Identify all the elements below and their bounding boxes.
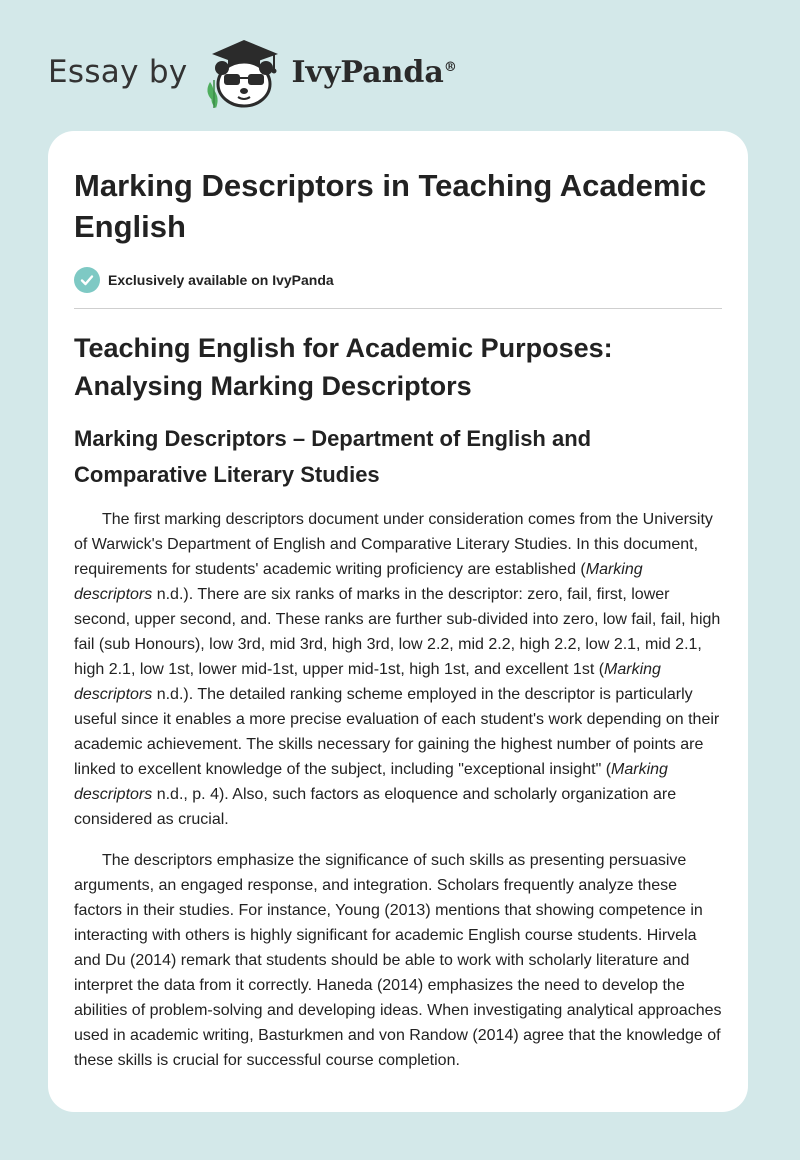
subsection-heading: Marking Descriptors – Department of English and Comparative Literary Studies (74, 426, 592, 487)
registered-mark: ® (443, 59, 457, 75)
paragraph-2: The descriptors emphasize the significance of such skills as presenting persuasive arguments, an engaged response, and integration. Scholars frequently analyze these factors in their studies. For instance, Young (2013) mentions that showing competence in interacting with others is highly significant for academic English course students. Hirvela and Du (2014) remark that students should be able to work with scholarly literature and interpret the data from it correctly. Haneda (2014) emphasizes the need to develop the abilities of problem-solving and developing ideas. When investigating analytical approaches used in academic writing, Basturkmen and von Randow (2014) agree that the knowledge of these skills is crucial for successful course completion. (74, 852, 722, 1069)
article-card (48, 131, 748, 1112)
check-icon (74, 267, 100, 293)
divider (74, 308, 722, 309)
site-header (48, 34, 457, 110)
paragraph-1: The first marking descriptors document under consideration comes from the University of Warwick's Department of English and Comparative Literary Studies. In this document, requirements for students' academic writing proficiency are established (Marking descriptors n.d.). There are six ranks of marks in the descriptor: zero, fail, first, lower second, upper second, and. These ranks are further sub-divided into zero, low fail, fail, high fail (sub Honours), low 3rd, mid 3rd, high 3rd, low 2.2, mid 2.2, high 2.2, low 2.1, mid 2.1, high 2.1, low 1st, lower mid-1st, upper mid-1st, high 1st, and excellent 1st (Marking descriptors n.d.). The detailed ranking scheme employed in the descriptor is particularly useful since it enables a more precise evaluation of each student's work depending on their academic achievement. The skills necessary for gaining the highest number of points are linked to excellent knowledge of the subject, including "exceptional insight" (Marking descriptors n.d., p. 4). Also, such factors as eloquence and scholarly organization are considered as crucial. (74, 511, 721, 828)
page-title: Marking Descriptors in Teaching Academic English (74, 168, 707, 244)
ivypanda-logo-icon[interactable] (202, 34, 286, 110)
essay-by-label: Essay by (48, 54, 188, 90)
exclusive-badge (74, 266, 722, 294)
exclusive-label: Exclusively available on IvyPanda (108, 272, 334, 288)
section-heading: Teaching English for Academic Purposes: Analysing Marking Descriptors (74, 333, 613, 401)
brand-name[interactable]: IvyPanda® (291, 54, 457, 90)
